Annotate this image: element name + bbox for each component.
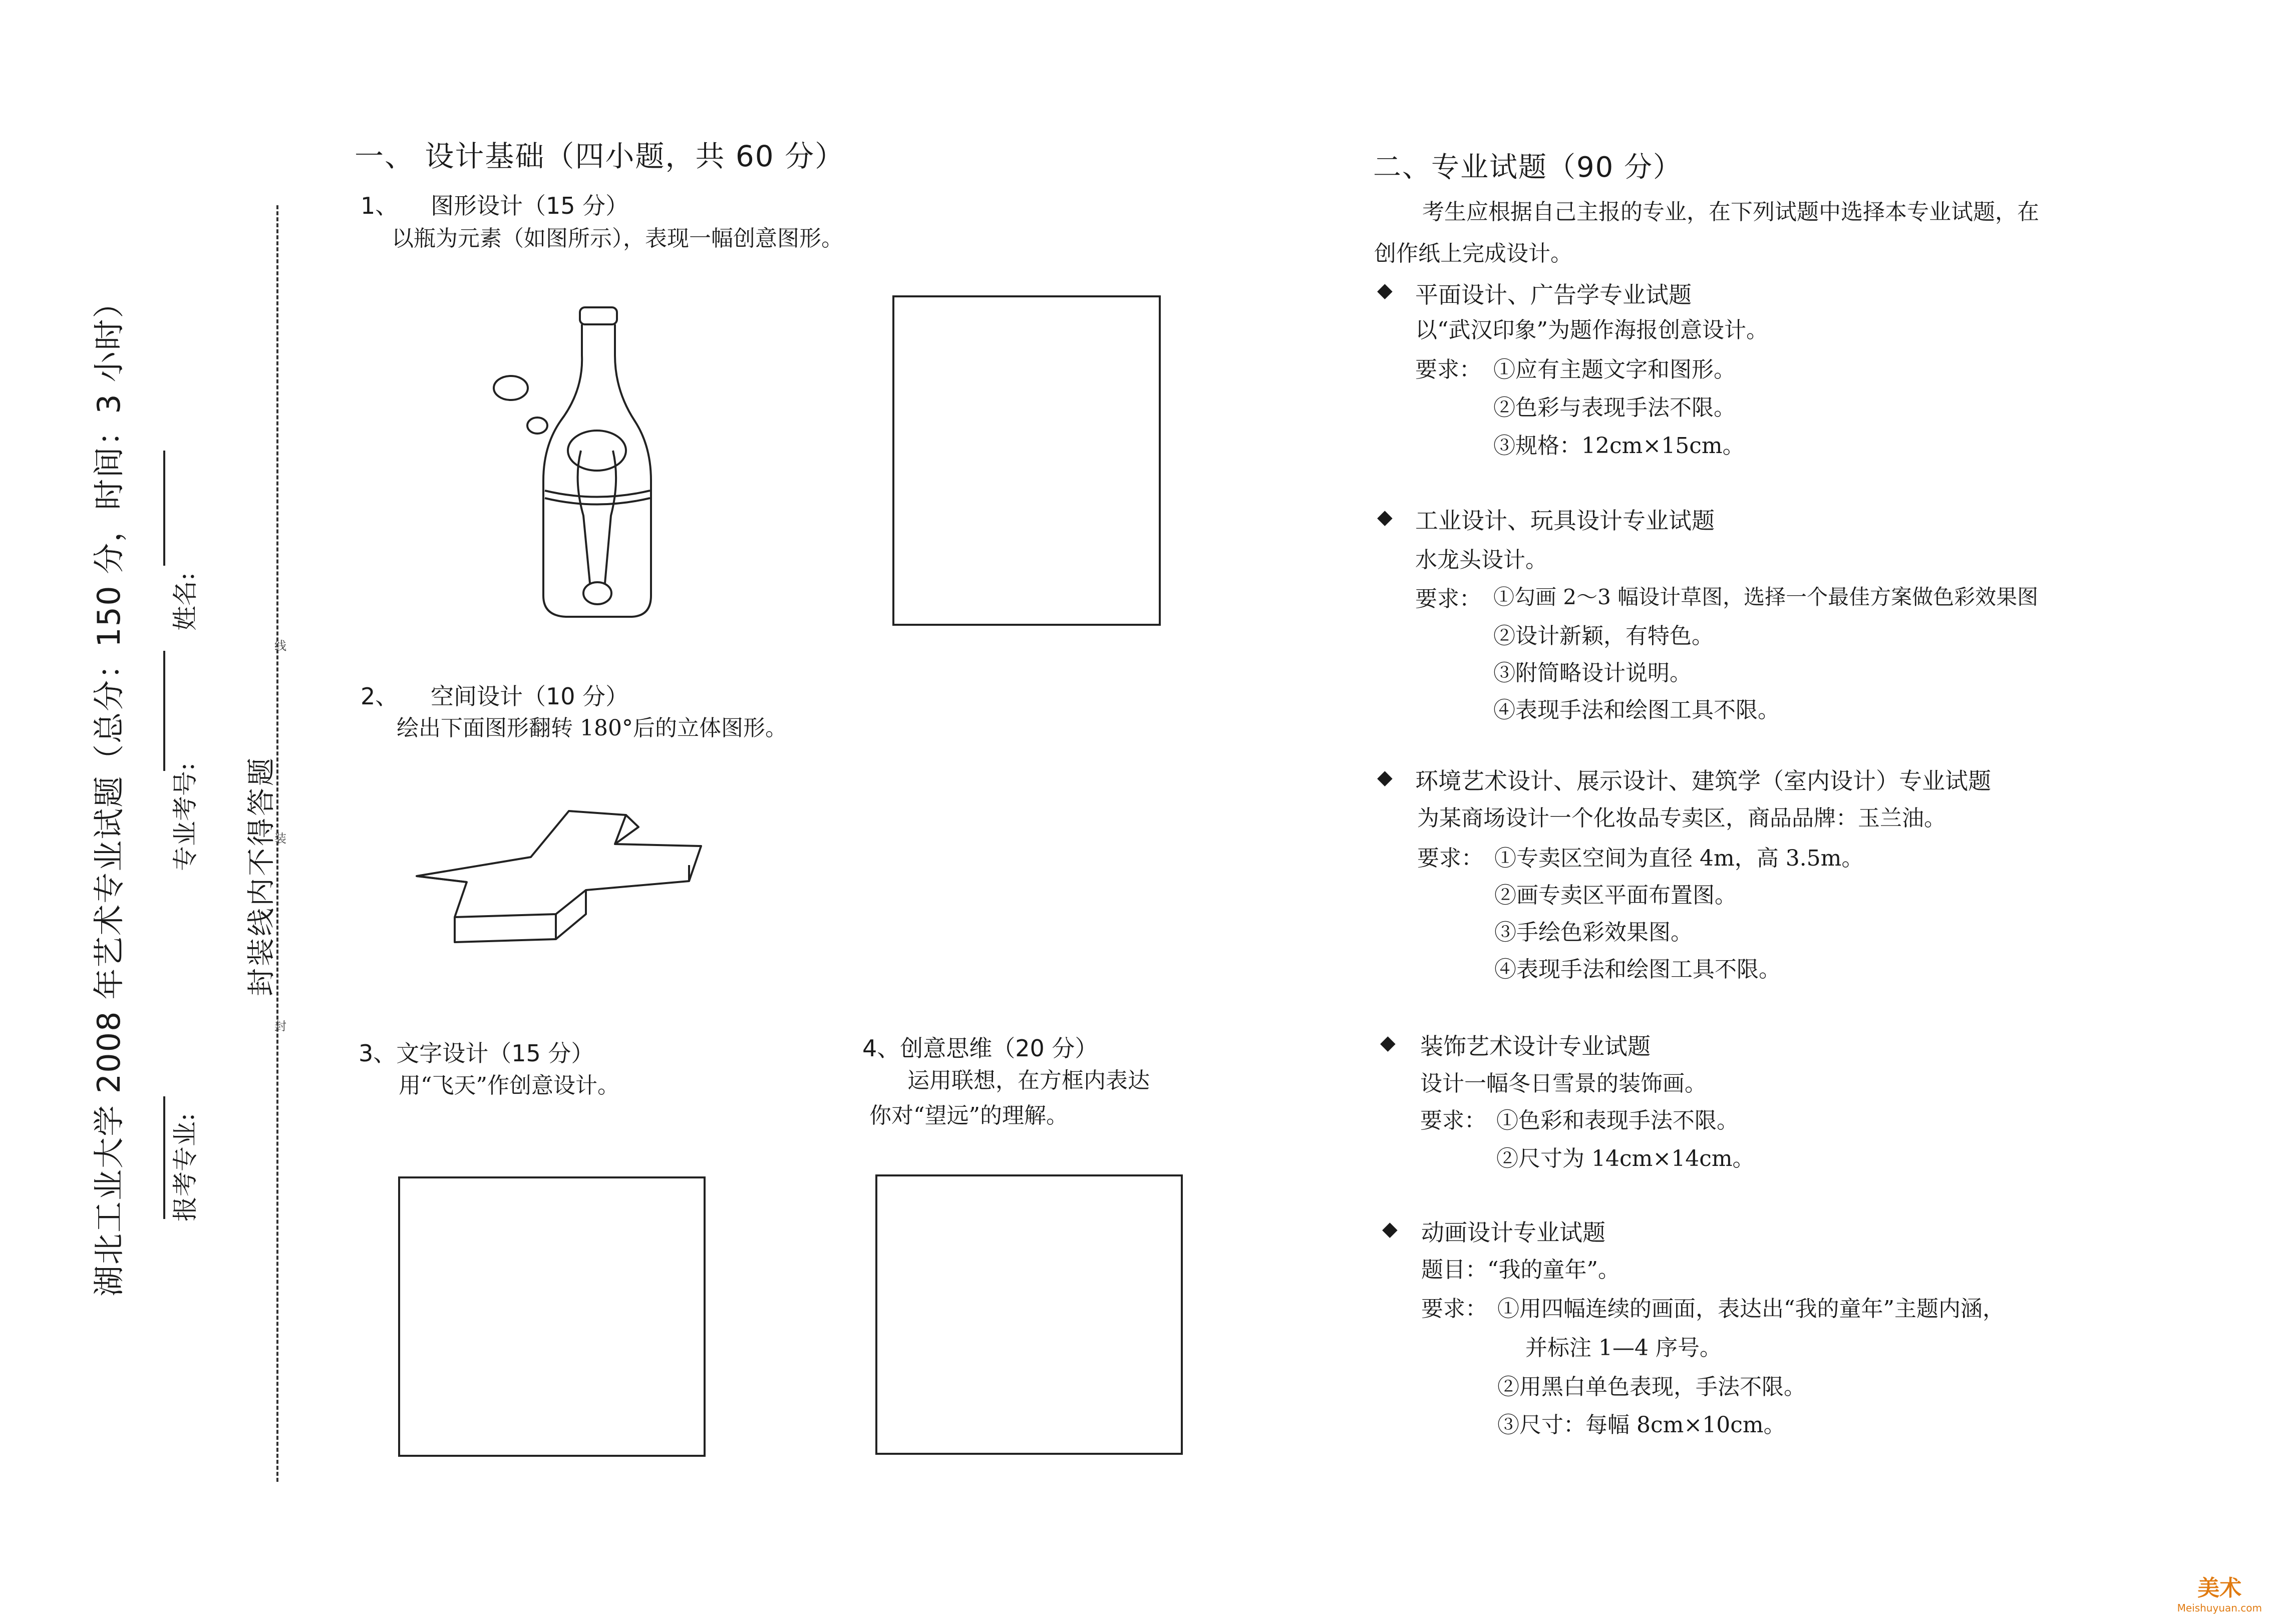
name-fill-line bbox=[163, 451, 165, 566]
name-label: 姓名: bbox=[171, 572, 200, 631]
q1-title: 图形设计（15 分） bbox=[431, 192, 629, 219]
track1-task: 以“武汉印象”为题作海报创意设计。 bbox=[1415, 317, 1768, 343]
track4-task: 设计一幅冬日雪景的装饰画。 bbox=[1420, 1071, 1707, 1096]
major-fill-line bbox=[163, 1096, 165, 1219]
q3-answer-box[interactable] bbox=[398, 1176, 706, 1457]
section2-title: 二、专业试题（90 分） bbox=[1373, 151, 1683, 184]
q4-answer-box[interactable] bbox=[875, 1174, 1183, 1455]
q1-desc: 以瓶为元素（如图所示），表现一幅创意图形。 bbox=[392, 226, 843, 251]
track1-title: 平面设计、广告学专业试题 bbox=[1415, 281, 1692, 308]
track3-req-4: ④表现手法和绘图工具不限。 bbox=[1494, 957, 1781, 982]
track5-bullet-icon: ◆ bbox=[1382, 1217, 1398, 1241]
track5-req-1: ①用四幅连续的画面，表达出“我的童年”主题内涵， bbox=[1497, 1296, 2005, 1322]
section2-intro-line2: 创作纸上完成设计。 bbox=[1374, 241, 1572, 266]
seal-mark-line: 线 bbox=[274, 639, 286, 653]
student-id-fill-line bbox=[163, 651, 165, 771]
seal-mark-seal: 封 bbox=[274, 1019, 286, 1033]
track3-task: 为某商场设计一个化妆品专卖区，商品品牌：玉兰油。 bbox=[1417, 805, 1946, 831]
track1-req-2: ②色彩与表现手法不限。 bbox=[1493, 395, 1736, 421]
q4-desc-line2: 你对“望远”的理解。 bbox=[869, 1103, 1068, 1128]
track4-bullet-icon: ◆ bbox=[1380, 1031, 1396, 1054]
q1-number: 1、 bbox=[361, 192, 399, 219]
student-id-label: 专业考号: bbox=[171, 762, 200, 871]
track2-req-label: 要求： bbox=[1415, 586, 1481, 612]
exam-title: 湖北工业大学 2008 年艺术专业试题（总分：150 分，时间：3 小时） bbox=[91, 286, 127, 1297]
watermark-sub: Meishuyuan.com bbox=[2177, 1602, 2262, 1614]
track5-task: 题目：“我的童年”。 bbox=[1421, 1257, 1620, 1283]
track5-req-label: 要求： bbox=[1421, 1296, 1487, 1322]
track4-req-1: ①色彩和表现手法不限。 bbox=[1496, 1108, 1739, 1133]
q4-title: 4、创意思维（20 分） bbox=[862, 1035, 1098, 1062]
track5-req-2: ②用黑白单色表现，手法不限。 bbox=[1497, 1374, 1806, 1400]
track2-task: 水龙头设计。 bbox=[1415, 547, 1547, 573]
track4-title: 装饰艺术设计专业试题 bbox=[1420, 1033, 1651, 1060]
section2-intro-line1: 考生应根据自己主报的专业，在下列试题中选择本专业试题，在 bbox=[1422, 199, 2039, 225]
section1-title: 一、 设计基础（四小题，共 60 分） bbox=[355, 139, 845, 173]
track2-req-2: ②设计新颖，有特色。 bbox=[1493, 623, 1714, 649]
q4-desc-line1: 运用联想，在方框内表达 bbox=[907, 1068, 1150, 1093]
track5-title: 动画设计专业试题 bbox=[1421, 1219, 1605, 1246]
q3-desc: 用“飞天”作创意设计。 bbox=[399, 1073, 619, 1098]
major-label: 报考专业: bbox=[171, 1113, 200, 1222]
track1-bullet-icon: ◆ bbox=[1377, 279, 1393, 302]
track1-req-3: ③规格：12cm×15cm。 bbox=[1493, 433, 1745, 459]
track4-req-label: 要求： bbox=[1420, 1108, 1486, 1133]
track3-req-2: ②画专卖区平面布置图。 bbox=[1494, 883, 1737, 908]
q2-desc: 绘出下面图形翻转 180°后的立体图形。 bbox=[397, 715, 787, 741]
track3-req-1: ①专卖区空间为直径 4m，高 3.5m。 bbox=[1494, 846, 1864, 871]
track1-req-1: ①应有主题文字和图形。 bbox=[1493, 357, 1736, 382]
seal-note: 封装线内不得答题 bbox=[245, 756, 278, 996]
q1-answer-box[interactable] bbox=[892, 295, 1161, 626]
track4-req-2: ②尺寸为 14cm×14cm。 bbox=[1496, 1146, 1755, 1171]
q2-number: 2、 bbox=[361, 683, 399, 710]
track2-req-4: ④表现手法和绘图工具不限。 bbox=[1493, 697, 1780, 723]
track5-req-1-cont: 并标注 1—4 序号。 bbox=[1525, 1335, 1722, 1361]
cross-shape-illustration bbox=[411, 801, 711, 956]
track5-req-3: ③尺寸：每幅 8cm×10cm。 bbox=[1497, 1412, 1786, 1438]
track3-bullet-icon: ◆ bbox=[1377, 766, 1393, 789]
watermark-main: 美术 bbox=[2197, 1575, 2242, 1601]
track2-req-1: ①勾画 2～3 幅设计草图，选择一个最佳方案做色彩效果图 bbox=[1493, 585, 2039, 609]
bottle-illustration bbox=[486, 300, 656, 631]
track2-req-3: ③附简略设计说明。 bbox=[1493, 660, 1692, 686]
q2-title: 空间设计（10 分） bbox=[431, 683, 629, 710]
seal-mark-bind: 装 bbox=[274, 832, 286, 846]
track2-bullet-icon: ◆ bbox=[1377, 506, 1393, 529]
track2-title: 工业设计、玩具设计专业试题 bbox=[1415, 507, 1715, 534]
watermark-logo bbox=[2177, 1570, 2262, 1614]
track1-req-label: 要求： bbox=[1415, 357, 1481, 382]
track3-req-3: ③手绘色彩效果图。 bbox=[1494, 920, 1693, 945]
track3-title: 环境艺术设计、展示设计、建筑学（室内设计）专业试题 bbox=[1415, 767, 1991, 794]
track3-req-label: 要求： bbox=[1417, 846, 1483, 871]
q3-title: 3、文字设计（15 分） bbox=[359, 1040, 594, 1067]
